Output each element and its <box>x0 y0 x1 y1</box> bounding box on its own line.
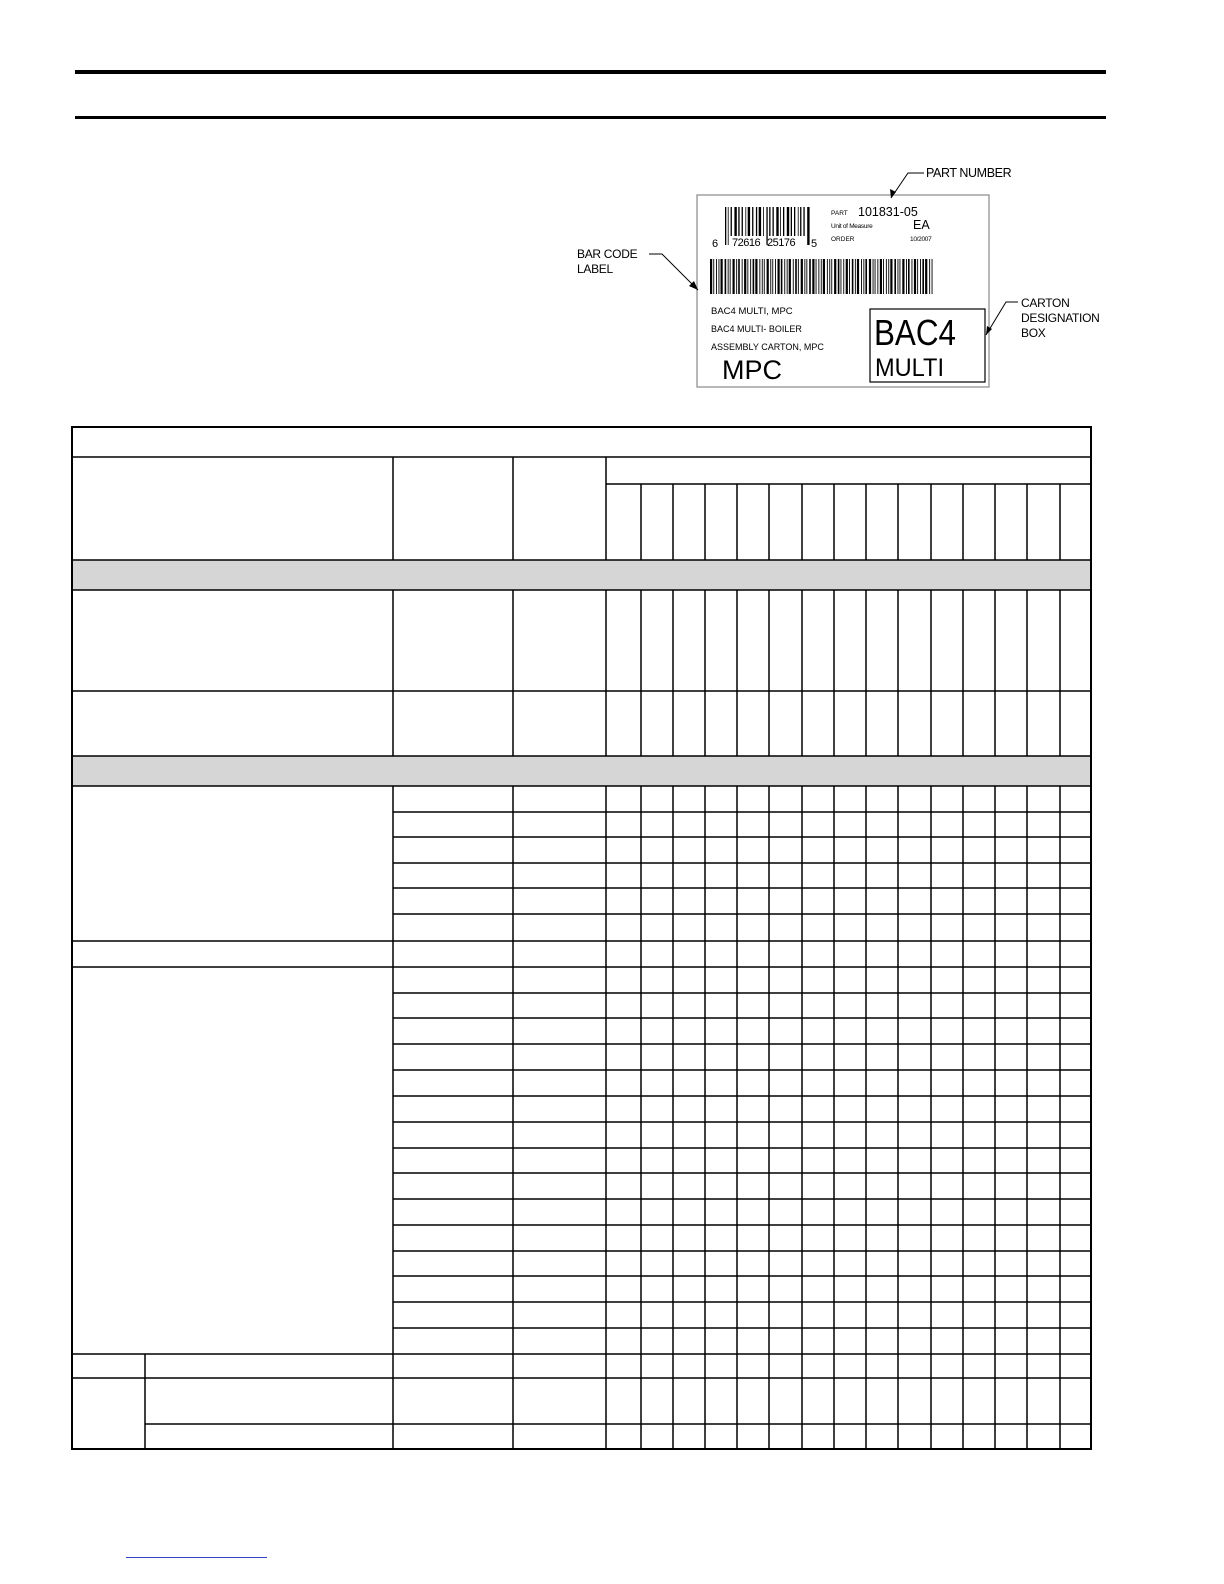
long-bar <box>873 259 874 294</box>
long-bar <box>806 259 807 294</box>
long-bar <box>888 259 889 294</box>
upc-bar <box>798 207 799 236</box>
long-bar <box>784 259 785 294</box>
long-bar <box>841 259 842 294</box>
long-bar <box>778 259 780 294</box>
long-bar <box>744 259 746 294</box>
long-bar <box>710 259 712 294</box>
callout-part-number: PART NUMBER <box>926 166 1012 180</box>
carton-label-figure <box>560 155 1120 395</box>
long-bar <box>738 259 740 294</box>
upc-bar <box>731 207 732 236</box>
long-bar <box>838 259 840 294</box>
uom-value: EA <box>913 218 930 232</box>
long-bar <box>719 259 720 294</box>
upc-bar <box>763 207 764 236</box>
long-bar <box>846 259 848 294</box>
table-section-row-2 <box>72 756 1091 786</box>
designation-line1: BAC4 <box>874 312 956 353</box>
upc-bar <box>803 207 804 236</box>
upc-bar <box>752 207 753 236</box>
desc-line3: ASSEMBLY CARTON, MPC <box>711 342 824 352</box>
long-bar <box>843 259 844 294</box>
upc-group-1: 72616 <box>732 237 761 249</box>
long-bar <box>886 259 887 294</box>
long-bar <box>831 259 832 294</box>
long-bar <box>770 259 771 294</box>
long-bar <box>920 259 921 294</box>
long-bar <box>809 259 811 294</box>
long-bar <box>890 259 892 294</box>
callout-bar-code-line2: LABEL <box>577 262 613 276</box>
long-bar <box>827 259 828 294</box>
long-bar <box>736 259 737 294</box>
long-bar <box>821 259 822 294</box>
long-bar <box>767 259 769 294</box>
upc-bar <box>800 207 801 236</box>
long-bar <box>753 259 755 294</box>
long-bar <box>762 259 763 294</box>
long-bar <box>787 259 788 294</box>
long-bar <box>869 259 871 294</box>
long-bar <box>829 259 830 294</box>
long-bar <box>793 259 794 294</box>
long-bar <box>863 259 864 294</box>
callout-line-part-number <box>891 173 924 198</box>
callout-carton-line2: DESIGNATION <box>1021 311 1100 325</box>
long-bar <box>880 259 882 294</box>
upc-bar <box>738 207 739 236</box>
upc-bar <box>776 207 778 236</box>
long-bar <box>925 259 927 294</box>
label-code: MPC <box>722 355 782 385</box>
upc-bar <box>734 207 736 236</box>
header-rule-bottom <box>75 116 1106 119</box>
upc-bar <box>807 207 809 245</box>
long-bar <box>750 259 751 294</box>
order-value: 10/2007 <box>910 236 932 243</box>
footer-link-underline <box>126 1557 267 1558</box>
long-bar <box>733 259 735 294</box>
long-bar <box>834 259 836 294</box>
upc-bar <box>756 207 757 236</box>
long-bar <box>721 259 723 294</box>
desc-line1: BAC4 MULTI, MPC <box>711 306 793 317</box>
long-bar <box>906 259 907 294</box>
long-bar <box>883 259 884 294</box>
upc-bar <box>748 207 750 236</box>
upc-bar <box>728 207 729 245</box>
long-bar <box>932 259 933 294</box>
long-bar <box>852 259 854 294</box>
long-bar <box>801 259 803 294</box>
callout-carton-line1: CARTON <box>1021 296 1070 310</box>
long-bar <box>730 259 731 294</box>
upc-digit-right: 5 <box>811 238 818 250</box>
long-bar <box>795 259 797 294</box>
upc-bar <box>791 207 792 236</box>
upc-bar <box>725 207 726 245</box>
long-bar <box>823 259 825 294</box>
long-bar <box>775 259 776 294</box>
long-bar <box>818 259 819 294</box>
upc-bar <box>745 207 746 236</box>
table-section-row-1 <box>72 560 1091 590</box>
long-bar <box>747 259 748 294</box>
parts-table <box>71 426 1093 1457</box>
long-bar <box>789 259 791 294</box>
long-bar <box>798 259 799 294</box>
long-bar <box>804 259 805 294</box>
upc-bar <box>780 207 781 236</box>
long-bar <box>759 259 760 294</box>
long-bar <box>725 259 727 294</box>
designation-line2: MULTI <box>875 354 944 382</box>
long-bar <box>728 259 729 294</box>
part-value: 101831-05 <box>858 205 918 219</box>
upc-group-2: 25176 <box>767 237 796 249</box>
long-bar <box>877 259 878 294</box>
long-bar <box>716 259 717 294</box>
uom-caption: Unit of Measure <box>831 223 873 230</box>
long-bar <box>781 259 783 294</box>
long-bar <box>861 259 862 294</box>
long-bar <box>902 259 904 294</box>
long-bar <box>908 259 910 294</box>
long-bar <box>900 259 901 294</box>
long-bar <box>855 259 856 294</box>
long-bar <box>755 259 757 294</box>
upc-bar <box>769 207 770 236</box>
upc-bar <box>759 207 761 236</box>
long-bar <box>857 259 859 294</box>
long-bar <box>865 259 867 294</box>
long-bar <box>742 259 743 294</box>
header-rule-top <box>75 70 1106 74</box>
long-bar <box>914 259 916 294</box>
upc-bar <box>742 207 743 236</box>
callout-bar-code-line1: BAR CODE <box>577 247 638 261</box>
long-bar <box>772 259 773 294</box>
callout-carton-line3: BOX <box>1021 326 1046 340</box>
long-bar <box>894 259 896 294</box>
long-bar <box>912 259 913 294</box>
long-bar <box>764 259 765 294</box>
long-bar <box>898 259 899 294</box>
upc-bar <box>783 207 784 236</box>
upc-bar <box>773 207 774 236</box>
long-bar <box>849 259 850 294</box>
upc-digit-left: 6 <box>712 238 719 250</box>
long-bar <box>875 259 876 294</box>
long-bar <box>713 259 714 294</box>
long-bar <box>929 259 930 294</box>
long-bar <box>917 259 918 294</box>
long-bar <box>922 259 924 294</box>
upc-bar <box>794 207 795 236</box>
long-bar <box>812 259 814 294</box>
part-caption: PART <box>831 210 848 217</box>
upc-bar <box>787 207 789 236</box>
long-bar <box>816 259 817 294</box>
order-caption: ORDER <box>831 236 855 243</box>
desc-line2: BAC4 MULTI- BOILER <box>711 324 802 334</box>
